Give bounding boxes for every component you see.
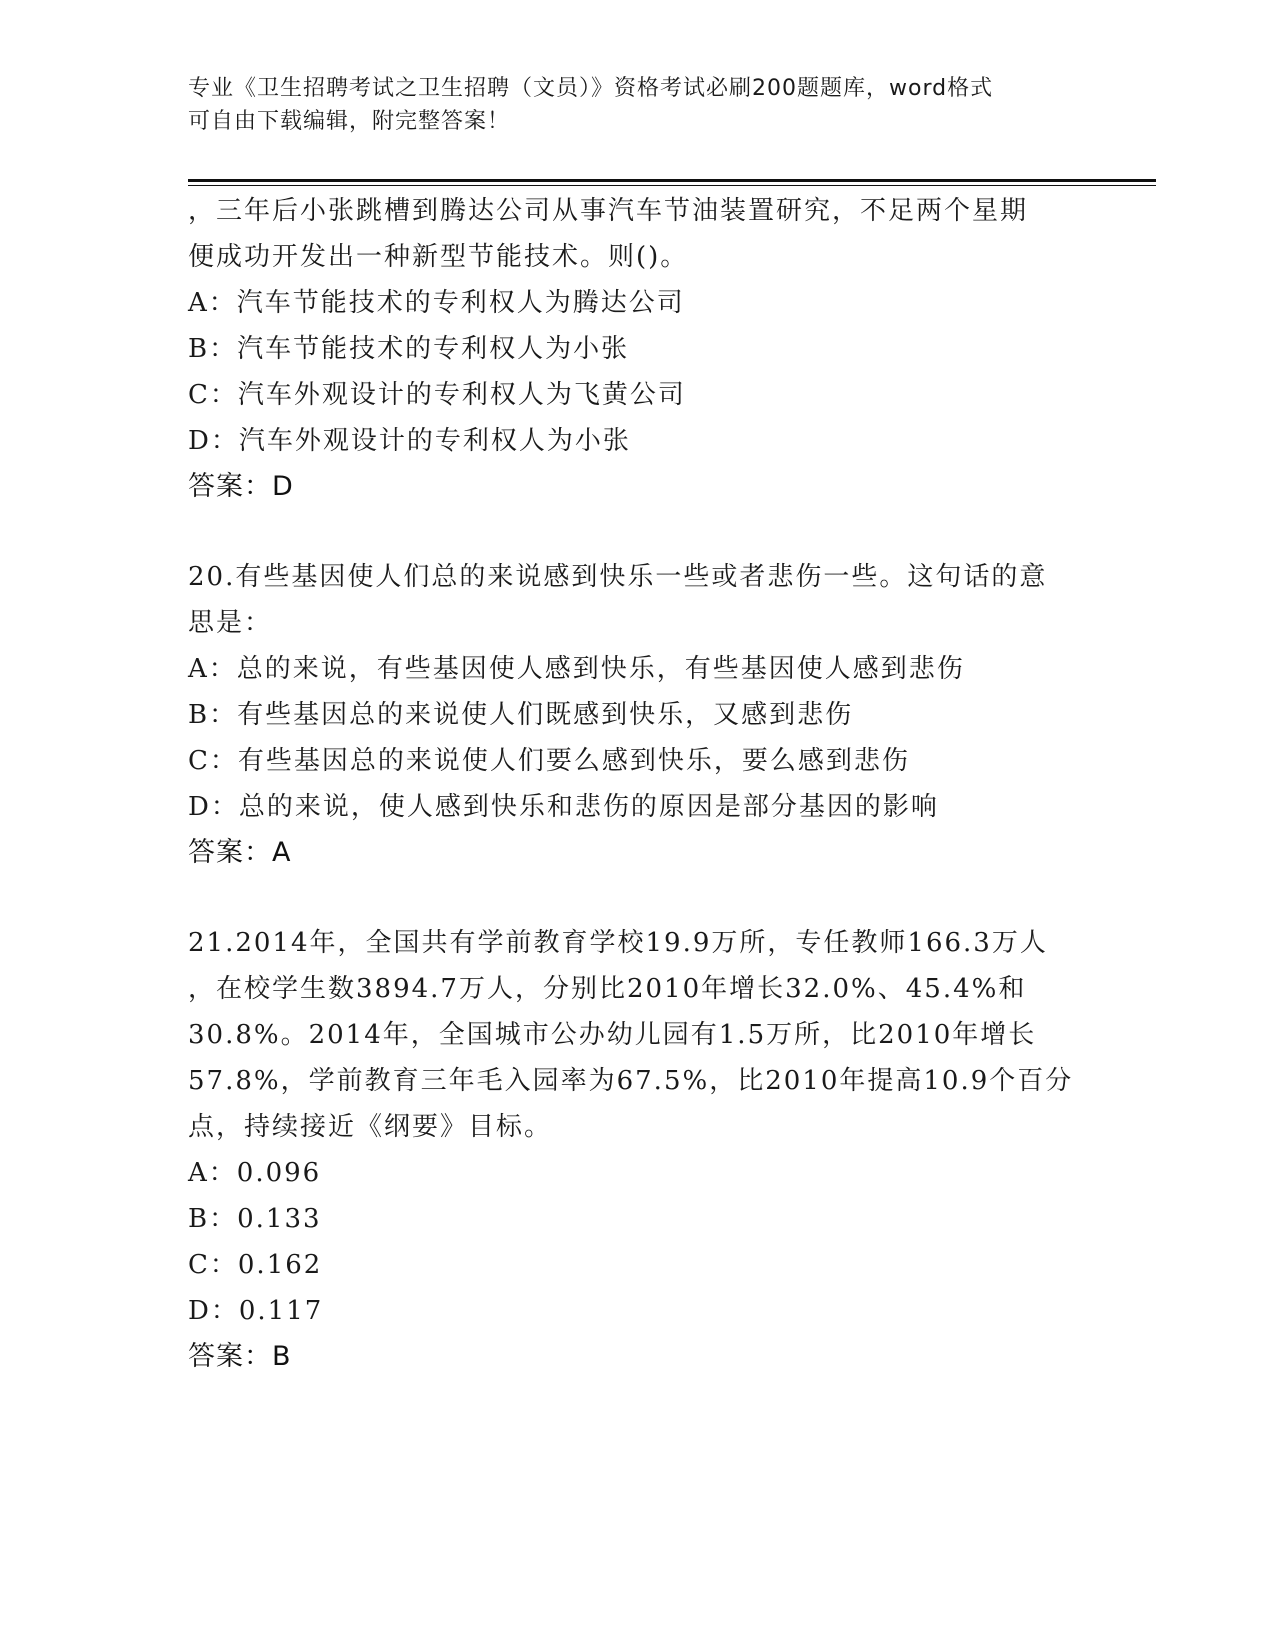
question-stem-line: 20.有些基因使人们总的来说感到快乐一些或者悲伤一些。这句话的意 xyxy=(188,562,1048,592)
option-a: A：总的来说，有些基因使人感到快乐，有些基因使人感到悲伤 xyxy=(188,654,965,684)
option-b: B：汽车节能技术的专利权人为小张 xyxy=(188,334,630,364)
question-stem-line: ，三年后小张跳槽到腾达公司从事汽车节油装置研究，不足两个星期 xyxy=(188,196,1029,226)
question-stem-line: 30.8%。2014年，全国城市公办幼儿园有1.5万所，比2010年增长 xyxy=(188,1020,1037,1050)
question-20 xyxy=(188,554,1088,876)
header-title-line-2: 可自由下载编辑，附完整答案！ xyxy=(188,109,511,134)
header-divider-thick xyxy=(188,179,1156,182)
option-b: B：0.133 xyxy=(188,1204,322,1234)
answer-line: 答案：A xyxy=(188,837,292,868)
question-spacer xyxy=(188,876,1088,920)
header-title-line-1: 专业《卫生招聘考试之卫生招聘（文员）》资格考试必刷200题题库，word格式 xyxy=(188,76,994,101)
question-stem-line: ，在校学生数3894.7万人，分别比2010年增长32.0%、45.4%和 xyxy=(188,974,1027,1004)
option-d: D：总的来说，使人感到快乐和悲伤的原因是部分基因的影响 xyxy=(188,792,939,822)
question-stem-line: 点，持续接近《纲要》目标。 xyxy=(188,1112,553,1142)
answer-line: 答案：D xyxy=(188,471,294,502)
question-19 xyxy=(188,188,1088,510)
document-header xyxy=(188,72,1068,138)
option-c: C：有些基因总的来说使人们要么感到快乐，要么感到悲伤 xyxy=(188,746,910,776)
header-divider-thin xyxy=(188,185,1156,186)
answer-line: 答案：B xyxy=(188,1341,292,1372)
question-21 xyxy=(188,920,1088,1380)
question-list xyxy=(188,188,1088,1380)
option-a: A：0.096 xyxy=(188,1158,322,1188)
option-b: B：有些基因总的来说使人们既感到快乐，又感到悲伤 xyxy=(188,700,854,730)
question-stem-line: 57.8%，学前教育三年毛入园率为67.5%，比2010年提高10.9个百分 xyxy=(188,1066,1074,1096)
question-stem-line: 便成功开发出一种新型节能技术。则()。 xyxy=(188,242,689,272)
question-stem-line: 21.2014年，全国共有学前教育学校19.9万所，专任教师166.3万人 xyxy=(188,928,1048,958)
question-stem-line: 思是： xyxy=(188,608,273,638)
option-d: D：汽车外观设计的专利权人为小张 xyxy=(188,426,631,456)
option-c: C：0.162 xyxy=(188,1250,323,1280)
question-spacer xyxy=(188,510,1088,554)
option-c: C：汽车外观设计的专利权人为飞黄公司 xyxy=(188,380,686,410)
option-d: D：0.117 xyxy=(188,1296,324,1326)
option-a: A：汽车节能技术的专利权人为腾达公司 xyxy=(188,288,685,318)
